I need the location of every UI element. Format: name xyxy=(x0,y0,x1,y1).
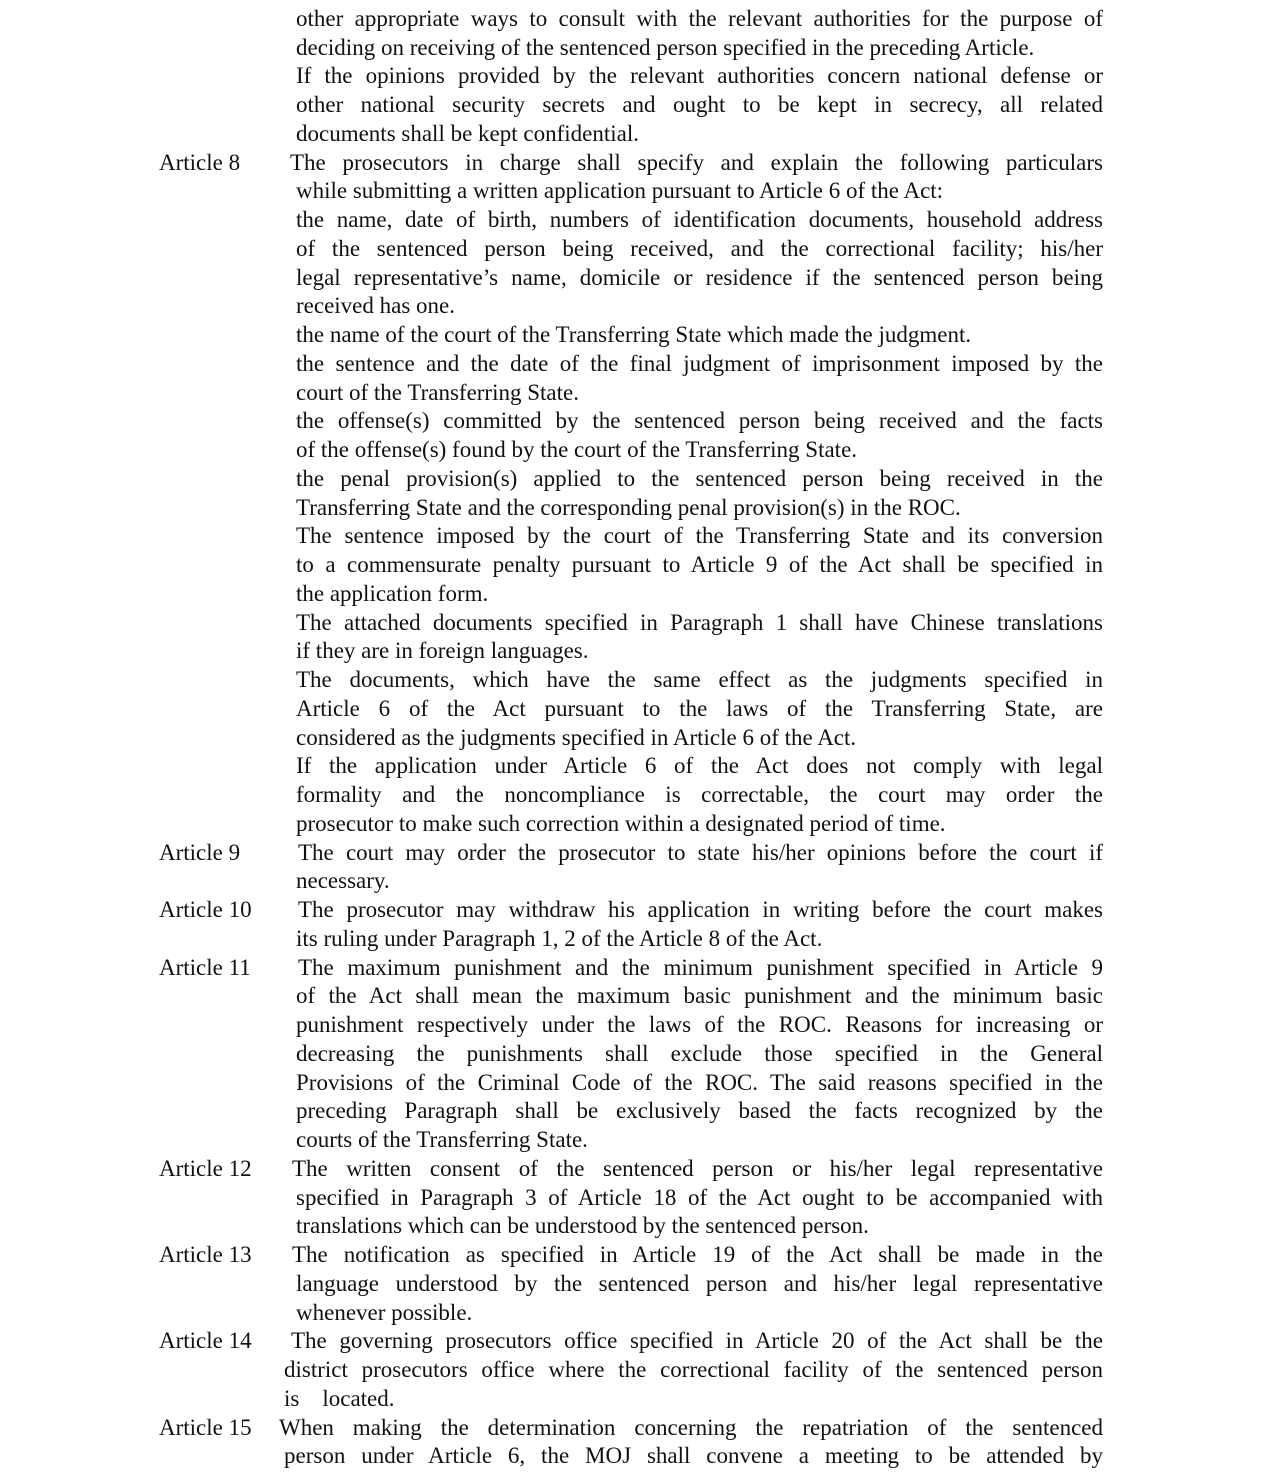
text-line: The governing prosecutors office specified in Article 20 of the Act shall be the xyxy=(291,1328,1103,1353)
text-line: The prosecutor may withdraw his application in writing before the court makes xyxy=(298,897,1103,922)
text-line: while submitting a written application pursuant to Article 6 of the Act: xyxy=(296,178,944,203)
text-line: of the Act shall mean the maximum basic punishment and the minimum basic xyxy=(296,983,1103,1008)
text-line: language understood by the sentenced person and his/her legal representative xyxy=(296,1271,1103,1296)
text-line: prosecutor to make such correction within a designated period of time. xyxy=(296,811,946,836)
text-line: district prosecutors office where the correctional facility of the sentenced person xyxy=(284,1357,1103,1382)
article-label: Article 13 xyxy=(159,1242,252,1267)
text-line: other national security secrets and ought to be kept in secrecy, all related xyxy=(296,92,1103,117)
text-line: preceding Paragraph shall be exclusively based the facts recognized by the xyxy=(296,1098,1103,1123)
text-line: The prosecutors in charge shall specify and explain the following particulars xyxy=(290,150,1103,175)
text-line: Provisions of the Criminal Code of the ROC. The said reasons specified in the xyxy=(296,1070,1103,1095)
text-line: the penal provision(s) applied to the sentenced person being received in the xyxy=(296,466,1103,491)
article-label: Article 10 xyxy=(159,897,252,922)
text-line: the application form. xyxy=(296,581,489,606)
text-line: the name, date of birth, numbers of identification documents, household address xyxy=(296,207,1103,232)
text-line: of the offense(s) found by the court of the Transferring State. xyxy=(296,437,858,462)
article-label: Article 8 xyxy=(159,150,241,175)
text-line: its ruling under Paragraph 1, 2 of the Article 8 of the Act. xyxy=(296,926,823,951)
text-line: the sentence and the date of the final judgment of imprisonment imposed by the xyxy=(296,351,1103,376)
text-line: considered as the judgments specified in Article 6 of the Act. xyxy=(296,725,857,750)
text-line: the offense(s) committed by the sentenced person being received and the facts xyxy=(296,408,1103,433)
text-line: punishment respectively under the laws of the ROC. Reasons for increasing or xyxy=(296,1012,1103,1037)
text-line: other appropriate ways to consult with the relevant authorities for the purpose of xyxy=(296,6,1103,31)
text-line: received has one. xyxy=(296,293,456,318)
text-line: Transferring State and the corresponding penal provision(s) in the ROC. xyxy=(296,495,961,520)
article-label: Article 14 xyxy=(159,1328,252,1353)
text-line: specified in Paragraph 3 of Article 18 of the Act ought to be accompanied with xyxy=(296,1185,1103,1210)
text-line: The attached documents specified in Paragraph 1 shall have Chinese translations xyxy=(296,610,1103,635)
text-line: of the sentenced person being received, and the correctional facility; his/her xyxy=(296,236,1103,261)
text-line: court of the Transferring State. xyxy=(296,380,579,405)
text-line: When making the determination concerning the repatriation of the sentenced xyxy=(279,1415,1103,1440)
text-line: person under Article 6, the MOJ shall convene a meeting to be attended by xyxy=(284,1443,1103,1468)
text-line: formality and the noncompliance is correctable, the court may order the xyxy=(296,782,1103,807)
article-label: Article 9 xyxy=(159,840,241,865)
text-line: If the opinions provided by the relevant authorities concern national defense or xyxy=(296,63,1103,88)
text-line: to a commensurate penalty pursuant to Article 9 of the Act shall be specified in xyxy=(296,552,1103,577)
text-line: If the application under Article 6 of the Act does not comply with legal xyxy=(296,753,1103,778)
text-line: is located. xyxy=(284,1386,395,1411)
text-line: deciding on receiving of the sentenced person specified in the preceding Article. xyxy=(296,35,1035,60)
text-line: necessary. xyxy=(296,868,390,893)
article-label: Article 15 xyxy=(159,1415,252,1440)
text-line: The documents, which have the same effect as the judgments specified in xyxy=(296,667,1103,692)
text-line: The court may order the prosecutor to state his/her opinions before the court if xyxy=(298,840,1103,865)
text-line: decreasing the punishments shall exclude those specified in the General xyxy=(296,1041,1103,1066)
text-line: The notification as specified in Article 19 of the Act shall be made in the xyxy=(292,1242,1103,1267)
text-line: The written consent of the sentenced person or his/her legal representative xyxy=(292,1156,1103,1181)
article-label: Article 11 xyxy=(159,955,251,980)
text-line: courts of the Transferring State. xyxy=(296,1127,588,1152)
text-line: if they are in foreign languages. xyxy=(296,638,589,663)
text-line: the name of the court of the Transferring State which made the judgment. xyxy=(296,322,972,347)
text-line: Article 6 of the Act pursuant to the laws of the Transferring State, are xyxy=(296,696,1103,721)
text-line: translations which can be understood by the sentenced person. xyxy=(296,1213,869,1238)
text-line: whenever possible. xyxy=(296,1300,473,1325)
article-label: Article 12 xyxy=(159,1156,252,1181)
text-line: legal representative’s name, domicile or residence if the sentenced person being xyxy=(296,265,1103,290)
text-line: documents shall be kept confidential. xyxy=(296,121,639,146)
text-line: The maximum punishment and the minimum punishment specified in Article 9 xyxy=(298,955,1103,980)
text-line: The sentence imposed by the court of the Transferring State and its conversion xyxy=(296,523,1103,548)
